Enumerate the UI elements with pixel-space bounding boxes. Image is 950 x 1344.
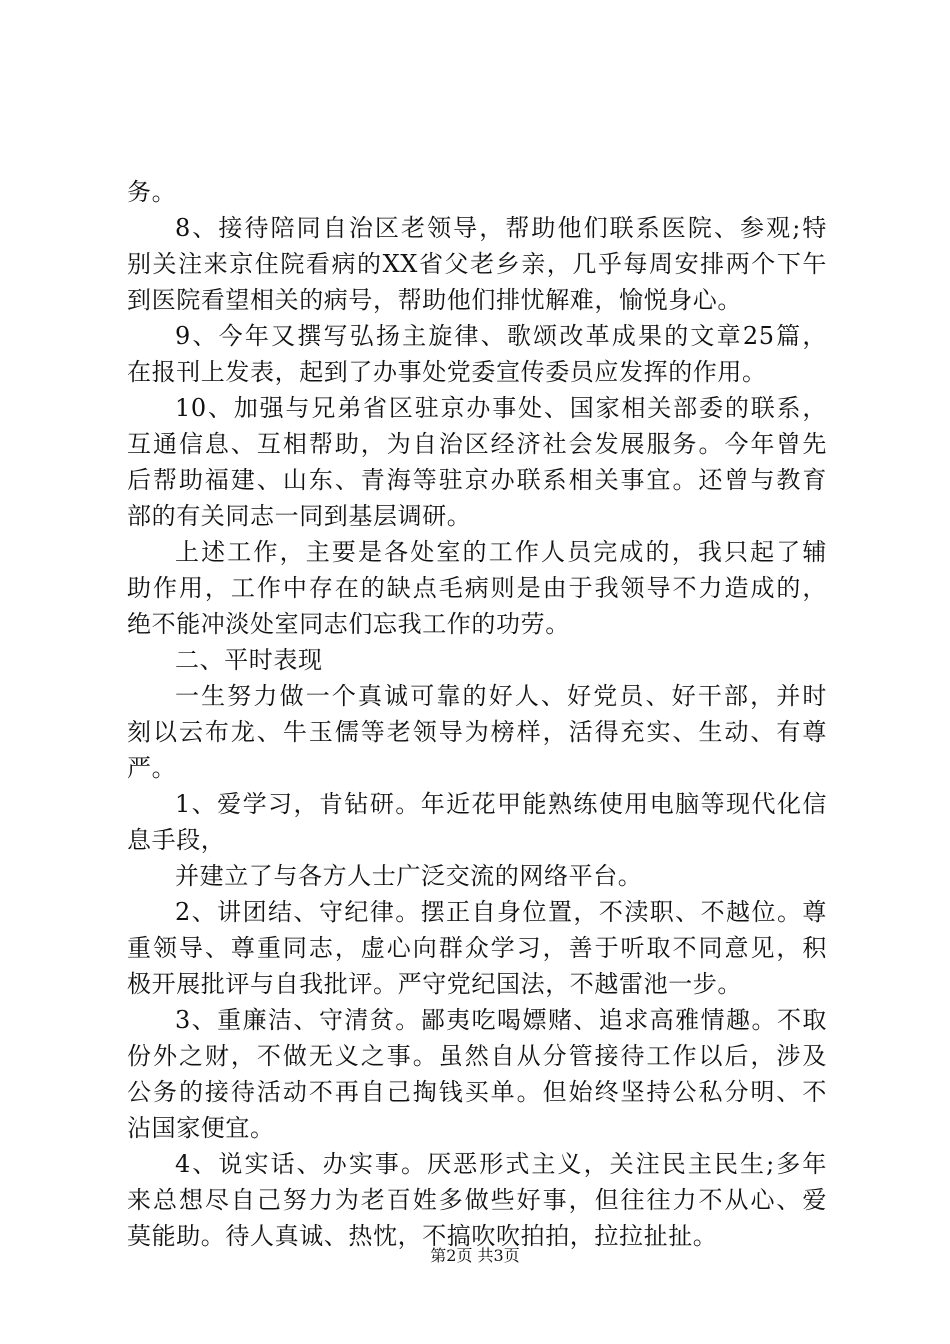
text-line: 3、重廉洁、守清贫。鄙夷吃喝嫖赌、追求高雅情趣。不取 [175,1006,827,1034]
text-line: 在报刊上发表，起到了办事处党委宣传委员应发挥的作用。 [127,358,767,386]
text-line: 重领导、尊重同志，虚心向群众学习，善于听取不同意见，积 [127,934,827,962]
text-line: 务。 [127,178,177,206]
text-line: 沾国家便宜。 [127,1114,275,1142]
text-line: 部的有关同志一同到基层调研。 [127,502,472,530]
text-line: 来总想尽自己努力为老百姓多做些好事，但往往力不从心、爱 [127,1186,827,1214]
text-line: 后帮助福建、山东、青海等驻京办联系相关事宜。还曾与教育 [127,466,827,494]
text-line: 严。 [127,754,177,782]
text-line: 莫能助。待人真诚、热忱，不搞吹吹拍拍，拉拉扯扯。 [127,1222,718,1250]
text-line: 2、讲团结、守纪律。摆正自身位置，不渎职、不越位。尊 [175,898,827,926]
text-line: 4、说实话、办实事。厌恶形式主义，关注民主民生;多年 [175,1150,827,1178]
text-line: 别关注来京住院看病的XX省父老乡亲，几乎每周安排两个下午 [127,250,827,278]
text-line: 息手段， [127,826,226,854]
text-line: 1、爱学习，肯钻研。年近花甲能熟练使用电脑等现代化信 [175,790,827,818]
text-line: 绝不能冲淡处室同志们忘我工作的功劳。 [127,610,570,638]
text-line: 公务的接待活动不再自己掏钱买单。但始终坚持公私分明、不 [127,1078,827,1106]
text-line: 上述工作，主要是各处室的工作人员完成的，我只起了辅 [175,538,827,566]
text-line: 极开展批评与自我批评。严守党纪国法，不越雷池一步。 [127,970,742,998]
section-heading: 二、平时表现 [175,646,323,674]
text-line: 一生努力做一个真诚可靠的好人、好党员、好干部，并时 [175,682,827,710]
text-line: 并建立了与各方人士广泛交流的网络平台。 [175,862,643,890]
text-line: 10、加强与兄弟省区驻京办事处、国家相关部委的联系， [175,394,827,422]
page-number-footer: 第2页 共3页 [430,1246,520,1265]
text-line: 互通信息、互相帮助，为自治区经济社会发展服务。今年曾先 [127,430,827,458]
text-line: 9、今年又撰写弘扬主旋律、歌颂改革成果的文章25篇， [175,322,827,350]
text-line: 刻以云布龙、牛玉儒等老领导为榜样，活得充实、生动、有尊 [127,718,827,746]
text-line: 8、接待陪同自治区老领导，帮助他们联系医院、参观;特 [175,214,827,242]
text-line: 到医院看望相关的病号，帮助他们排忧解难，愉悦身心。 [127,286,742,314]
text-line: 份外之财，不做无义之事。虽然自从分管接待工作以后，涉及 [127,1042,827,1070]
text-line: 助作用，工作中存在的缺点毛病则是由于我领导不力造成的， [127,574,827,602]
